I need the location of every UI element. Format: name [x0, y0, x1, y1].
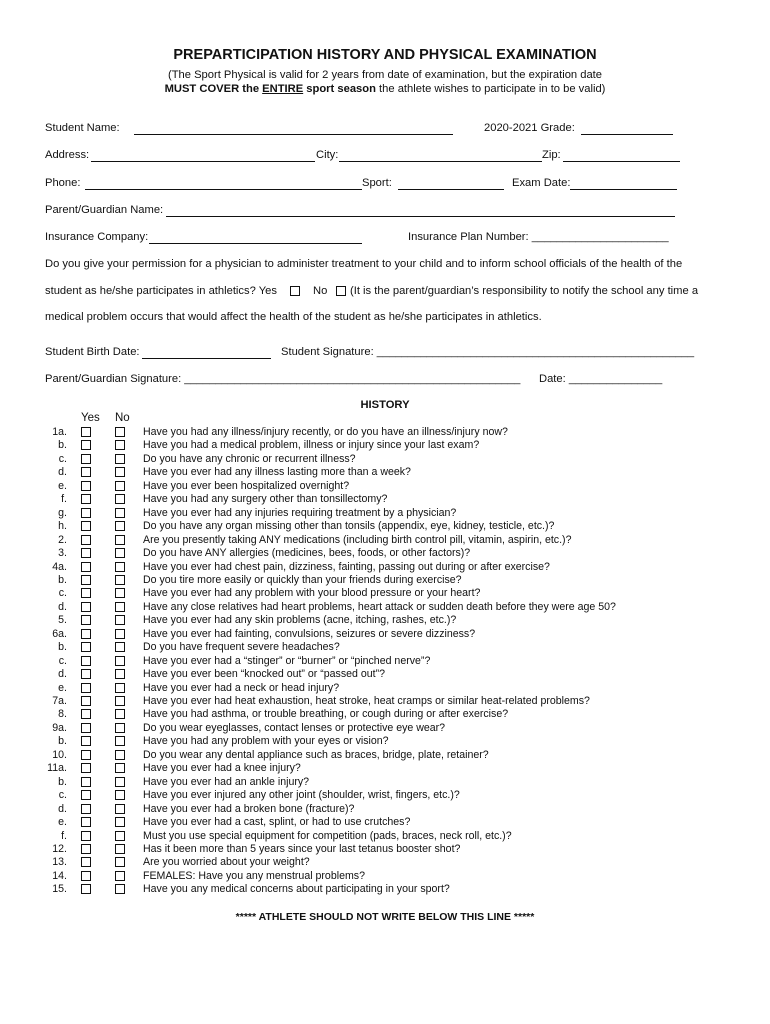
question-number: 9a. — [52, 721, 67, 734]
question-number: 2. — [58, 533, 67, 546]
question-number: 5. — [58, 614, 67, 627]
question-no-checkbox[interactable] — [115, 723, 125, 733]
question-no-checkbox[interactable] — [115, 535, 125, 545]
question-number: e. — [58, 479, 67, 492]
history-question-row — [0, 574, 770, 587]
subtitle-rest: the athlete wishes to participate in to be valid) — [375, 83, 606, 95]
question-number: 8. — [58, 708, 67, 721]
question-no-checkbox[interactable] — [115, 871, 125, 881]
question-number: 3. — [58, 547, 67, 560]
history-question-row — [0, 507, 770, 520]
question-no-checkbox[interactable] — [115, 884, 125, 894]
question-no-checkbox[interactable] — [115, 508, 125, 518]
question-yes-checkbox[interactable] — [81, 804, 91, 814]
date-field[interactable]: Date: _______________ — [539, 373, 663, 385]
subtitle-bold-b: sport season — [303, 83, 376, 95]
subtitle-line1: (The Sport Physical is valid for 2 years from date of examination, but the expiration date — [167, 69, 603, 81]
question-yes-checkbox[interactable] — [81, 736, 91, 746]
question-yes-checkbox[interactable] — [81, 709, 91, 719]
question-yes-checkbox[interactable] — [81, 817, 91, 827]
history-question-row — [0, 735, 770, 748]
history-question-row — [0, 534, 770, 547]
question-yes-checkbox[interactable] — [81, 575, 91, 585]
question-no-checkbox[interactable] — [115, 642, 125, 652]
question-number: g. — [58, 506, 67, 519]
question-text: Do you tire more easily or quickly than your friends during exercise? — [143, 573, 462, 586]
question-text: Have you had any problem with your eyes or vision? — [143, 735, 389, 748]
question-no-checkbox[interactable] — [115, 683, 125, 693]
question-text: Are you presently taking ANY medications (including birth control pill, vitamin, aspirin, etc.)? — [143, 533, 572, 546]
question-text: Do you have any chronic or recurrent illness? — [143, 452, 356, 465]
question-yes-checkbox[interactable] — [81, 467, 91, 477]
question-text: Have you ever had a broken bone (fracture)? — [143, 802, 355, 815]
history-question-row — [0, 614, 770, 627]
question-no-checkbox[interactable] — [115, 494, 125, 504]
question-no-checkbox[interactable] — [115, 763, 125, 773]
grade-field[interactable] — [581, 134, 673, 135]
question-text: Have you ever had any injuries requiring treatment by a physician? — [143, 506, 457, 519]
history-question-row — [0, 520, 770, 533]
question-text: Have you ever injured any other joint (shoulder, wrist, fingers, etc.)? — [143, 789, 460, 802]
student-name-field[interactable] — [134, 134, 453, 135]
history-question-row — [0, 466, 770, 479]
question-text: Have you ever had any skin problems (acne, itching, rashes, etc.)? — [143, 614, 457, 627]
permission-no-label: No — [313, 285, 328, 297]
question-text: Have you ever had a knee injury? — [143, 762, 301, 775]
question-text: Do you wear any dental appliance such as braces, bridge, plate, retainer? — [143, 748, 489, 761]
question-no-checkbox[interactable] — [115, 454, 125, 464]
question-no-checkbox[interactable] — [115, 548, 125, 558]
question-number: 12. — [52, 842, 67, 855]
permission-line3: medical problem occurs that would affect the health of the student as he/she participates in athletics. — [45, 311, 542, 323]
page-title: PREPARTICIPATION HISTORY AND PHYSICAL EXAMINATION — [173, 47, 597, 63]
question-text: Must you use special equipment for competition (pads, braces, neck roll, etc.)? — [143, 829, 512, 842]
question-text: Have you ever been hospitalized overnight? — [143, 479, 350, 492]
history-question-row — [0, 668, 770, 681]
question-yes-checkbox[interactable] — [81, 750, 91, 760]
city-field[interactable] — [339, 161, 542, 162]
question-yes-checkbox[interactable] — [81, 763, 91, 773]
question-text: Have you ever had a neck or head injury? — [143, 681, 340, 694]
question-yes-checkbox[interactable] — [81, 723, 91, 733]
question-yes-checkbox[interactable] — [81, 884, 91, 894]
history-question-row — [0, 762, 770, 775]
question-no-checkbox[interactable] — [115, 521, 125, 531]
zip-label: Zip: — [542, 149, 561, 161]
question-number: f. — [61, 493, 67, 506]
question-text: Have you ever had a cast, splint, or had to use crutches? — [143, 816, 411, 829]
question-number: d. — [58, 466, 67, 479]
question-text: Have you ever had a “stinger” or “burner” or “pinched nerve”? — [143, 654, 431, 667]
history-heading: HISTORY — [360, 399, 410, 411]
history-question-row — [0, 883, 770, 896]
question-number: 6a. — [52, 627, 67, 640]
history-question-row — [0, 856, 770, 869]
question-yes-checkbox[interactable] — [81, 535, 91, 545]
question-number: 10. — [52, 748, 67, 761]
history-question-row — [0, 708, 770, 721]
grade-label: 2020-2021 Grade: — [484, 122, 575, 134]
question-text: Have you ever been “knocked out” or “passed out”? — [143, 668, 386, 681]
history-question-row — [0, 439, 770, 452]
question-yes-checkbox[interactable] — [81, 790, 91, 800]
question-yes-checkbox[interactable] — [81, 683, 91, 693]
question-yes-checkbox[interactable] — [81, 642, 91, 652]
question-number: 13. — [52, 856, 67, 869]
history-question-row — [0, 682, 770, 695]
question-yes-checkbox[interactable] — [81, 494, 91, 504]
permission-line2-a: student as he/she participates in athletics? Yes — [45, 285, 277, 297]
insurance-plan-field[interactable]: Insurance Plan Number: ______________________ — [408, 231, 669, 243]
phone-field[interactable] — [85, 189, 362, 190]
zip-field[interactable] — [563, 161, 680, 162]
question-yes-checkbox[interactable] — [81, 629, 91, 639]
history-question-row — [0, 493, 770, 506]
question-no-checkbox[interactable] — [115, 656, 125, 666]
question-no-checkbox[interactable] — [115, 562, 125, 572]
birth-date-field[interactable] — [142, 358, 271, 359]
question-yes-checkbox[interactable] — [81, 831, 91, 841]
student-signature-field[interactable]: Student Signature: ___________________________________________________ — [281, 346, 695, 358]
address-label: Address: — [45, 149, 90, 161]
question-no-checkbox[interactable] — [115, 440, 125, 450]
history-question-row — [0, 628, 770, 641]
history-question-row — [0, 547, 770, 560]
question-text: Have any close relatives had heart problems, heart attack or sudden death before they were age 50? — [143, 600, 616, 613]
birth-date-label: Student Birth Date: — [45, 346, 140, 358]
question-no-checkbox[interactable] — [115, 669, 125, 679]
question-number: d. — [58, 600, 67, 613]
question-no-checkbox[interactable] — [115, 790, 125, 800]
question-number: f. — [61, 829, 67, 842]
question-yes-checkbox[interactable] — [81, 562, 91, 572]
insurance-company-label: Insurance Company: — [45, 231, 149, 243]
question-number: b. — [58, 573, 67, 586]
question-no-checkbox[interactable] — [115, 615, 125, 625]
question-number: 1a. — [52, 426, 67, 438]
history-question-row — [0, 480, 770, 493]
history-question-row — [0, 789, 770, 802]
question-number: b. — [58, 735, 67, 748]
question-text: Have you ever had fainting, convulsions, seizures or severe dizziness? — [143, 627, 476, 640]
phone-label: Phone: — [45, 177, 81, 189]
question-yes-checkbox[interactable] — [81, 602, 91, 612]
question-yes-checkbox[interactable] — [81, 656, 91, 666]
question-text: Have you ever had heat exhaustion, heat stroke, heat cramps or similar heat-related problems? — [143, 695, 590, 707]
question-yes-checkbox[interactable] — [81, 696, 91, 706]
question-text: Are you worried about your weight? — [143, 856, 310, 869]
yes-column-header: Yes — [81, 412, 100, 424]
question-yes-checkbox[interactable] — [81, 615, 91, 625]
question-yes-checkbox[interactable] — [81, 440, 91, 450]
question-text: Do you wear eyeglasses, contact lenses or protective eye wear? — [143, 721, 446, 734]
question-no-checkbox[interactable] — [115, 831, 125, 841]
history-question-row — [0, 601, 770, 614]
question-text: Have you had any surgery other than tonsillectomy? — [143, 493, 388, 506]
question-no-checkbox[interactable] — [115, 467, 125, 477]
question-no-checkbox[interactable] — [115, 857, 125, 867]
question-yes-checkbox[interactable] — [81, 481, 91, 491]
question-yes-checkbox[interactable] — [81, 521, 91, 531]
history-question-row — [0, 453, 770, 466]
permission-line2-b: (It is the parent/guardian’s responsibility to notify the school any time a — [350, 285, 699, 297]
question-text: Do you have ANY allergies (medicines, bees, foods, or other factors)? — [143, 547, 471, 560]
question-yes-checkbox[interactable] — [81, 844, 91, 854]
question-number: 11a. — [47, 762, 67, 775]
question-yes-checkbox[interactable] — [81, 548, 91, 558]
question-text: Have you any medical concerns about participating in your sport? — [143, 883, 450, 896]
permission-no-checkbox[interactable] — [336, 286, 346, 296]
city-label: City: — [316, 149, 339, 161]
no-column-header: No — [115, 412, 130, 424]
question-yes-checkbox[interactable] — [81, 777, 91, 787]
question-yes-checkbox[interactable] — [81, 427, 91, 437]
question-no-checkbox[interactable] — [115, 844, 125, 854]
history-question-row — [0, 843, 770, 856]
history-question-row — [0, 426, 770, 439]
question-no-checkbox[interactable] — [115, 427, 125, 437]
question-text: Have you ever had any problem with your blood pressure or your heart? — [143, 587, 481, 600]
question-no-checkbox[interactable] — [115, 602, 125, 612]
question-number: b. — [58, 775, 67, 788]
history-question-row — [0, 803, 770, 816]
question-yes-checkbox[interactable] — [81, 588, 91, 598]
question-number: e. — [58, 816, 67, 829]
question-no-checkbox[interactable] — [115, 736, 125, 746]
parent-name-label: Parent/Guardian Name: — [45, 204, 164, 216]
subtitle-line2 — [0, 83, 770, 95]
question-text: Have you had any illness/injury recently, or do you have an illness/injury now? — [143, 426, 508, 438]
question-text: Do you have frequent severe headaches? — [143, 641, 340, 654]
question-number: h. — [58, 520, 67, 533]
question-number: 7a. — [52, 695, 67, 707]
question-no-checkbox[interactable] — [115, 777, 125, 787]
question-number: 15. — [52, 883, 67, 896]
subtitle-bold-underline: ENTIRE — [262, 83, 304, 95]
history-question-row — [0, 749, 770, 762]
history-question-row — [0, 695, 770, 708]
question-no-checkbox[interactable] — [115, 588, 125, 598]
history-question-row — [0, 561, 770, 574]
permission-line1: Do you give your permission for a physician to administer treatment to your child and to inform school officials of the health of the — [45, 258, 683, 270]
history-question-row — [0, 816, 770, 829]
insurance-company-field[interactable] — [149, 243, 362, 244]
question-text: Have you ever had any illness lasting more than a week? — [143, 466, 411, 479]
exam-date-label: Exam Date: — [512, 177, 571, 189]
question-no-checkbox[interactable] — [115, 481, 125, 491]
parent-signature-field[interactable]: Parent/Guardian Signature: ______________________________________________________ — [45, 373, 521, 385]
question-number: e. — [58, 681, 67, 694]
exam-date-field[interactable] — [570, 189, 677, 190]
question-text: Have you had a medical problem, illness or injury since your last exam? — [143, 439, 480, 452]
history-question-row — [0, 655, 770, 668]
question-number: d. — [58, 668, 67, 681]
question-text: Has it been more than 5 years since your last tetanus booster shot? — [143, 842, 461, 855]
question-no-checkbox[interactable] — [115, 804, 125, 814]
question-no-checkbox[interactable] — [115, 817, 125, 827]
question-no-checkbox[interactable] — [115, 575, 125, 585]
history-question-row — [0, 830, 770, 843]
question-text: Do you have any organ missing other than tonsils (appendix, eye, kidney, testicle, etc.)? — [143, 520, 555, 533]
question-yes-checkbox[interactable] — [81, 454, 91, 464]
subtitle-bold-a: MUST COVER the — [164, 83, 263, 95]
sport-label: Sport: — [362, 177, 392, 189]
parent-name-field[interactable] — [166, 216, 675, 217]
question-yes-checkbox[interactable] — [81, 871, 91, 881]
question-text: Have you ever had an ankle injury? — [143, 775, 310, 788]
question-number: c. — [58, 452, 67, 465]
question-number: c. — [58, 654, 67, 667]
athlete-no-write-notice: ***** ATHLETE SHOULD NOT WRITE BELOW THIS LINE ***** — [235, 911, 535, 923]
question-yes-checkbox[interactable] — [81, 857, 91, 867]
question-text: FEMALES: Have you any menstrual problems? — [143, 869, 365, 882]
history-question-row — [0, 870, 770, 883]
question-no-checkbox[interactable] — [115, 709, 125, 719]
history-question-row — [0, 722, 770, 735]
question-number: 14. — [52, 869, 67, 882]
question-text: Have you had asthma, or trouble breathing, or cough during or after exercise? — [143, 708, 509, 721]
history-question-row — [0, 587, 770, 600]
question-number: c. — [58, 789, 67, 802]
question-number: 4a. — [52, 560, 67, 573]
student-name-label: Student Name: — [45, 122, 120, 134]
question-yes-checkbox[interactable] — [81, 508, 91, 518]
question-text: Have you ever had chest pain, dizziness, fainting, passing out during or after exercise? — [143, 560, 550, 573]
question-no-checkbox[interactable] — [115, 696, 125, 706]
question-number: b. — [58, 439, 67, 452]
permission-yes-checkbox[interactable] — [290, 286, 300, 296]
question-number: c. — [58, 587, 67, 600]
question-number: d. — [58, 802, 67, 815]
question-no-checkbox[interactable] — [115, 629, 125, 639]
history-question-row — [0, 776, 770, 789]
question-yes-checkbox[interactable] — [81, 669, 91, 679]
sport-field[interactable] — [398, 189, 504, 190]
question-no-checkbox[interactable] — [115, 750, 125, 760]
question-number: b. — [58, 641, 67, 654]
address-field[interactable] — [91, 161, 315, 162]
history-question-row — [0, 641, 770, 654]
